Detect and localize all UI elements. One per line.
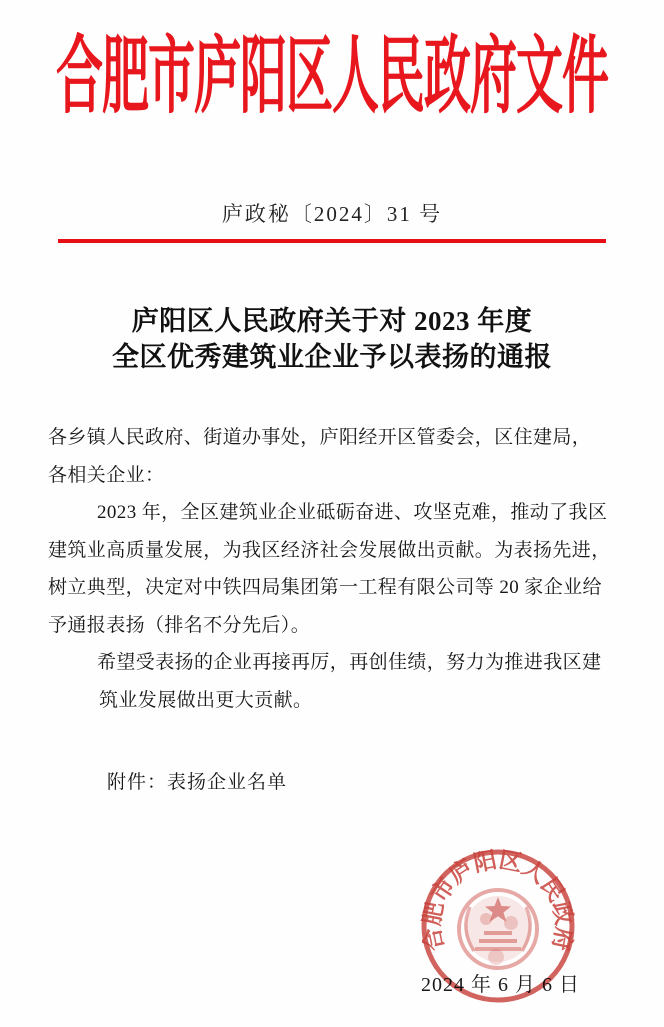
document-title-line1: 庐阳区人民政府关于对 2023 年度 — [131, 306, 533, 336]
attachment-note: 附件：表扬企业名单 — [107, 772, 288, 793]
body-line-para1-3: 树立典型，决定对中铁四局集团第一工程有限公司等 20 家企业给 — [48, 577, 602, 598]
document-title-line2: 全区优秀建筑业企业予以表扬的通报 — [112, 342, 552, 372]
body-line-para2-1: 希望受表扬的企业再接再厉，再创佳绩，努力为推进我区建 — [97, 652, 602, 673]
document-title — [0, 303, 664, 375]
body-line-salutation-2: 各相关企业： — [48, 464, 165, 486]
body-line-para2-2: 筑业发展做出更大贡献。 — [99, 689, 313, 711]
document-header-title: 合肥市庐阳区人民政府文件 — [56, 31, 608, 125]
body-line-salutation-1: 各乡镇人民政府、街道办事处，庐阳经开区管委会，区住建局， — [48, 427, 592, 448]
national-emblem-icon — [459, 890, 537, 968]
body-line-para1-1: 2023 年，全区建筑业企业砥砺奋进、攻坚克难，推动了我区 — [97, 502, 608, 523]
document-body — [48, 419, 610, 719]
red-separator-line — [58, 239, 606, 243]
body-line-para1-4: 予通报表扬（排名不分先后）。 — [48, 614, 311, 636]
seal-arc-text: 合肥市庐阳区人民政府 — [419, 847, 577, 953]
body-line-para1-2: 建筑业高质量发展，为我区经济社会发展做出贡献。为表扬先进， — [48, 539, 611, 561]
document-number: 庐政秘〔2024〕31 号 — [221, 202, 443, 226]
issue-date: 2024 年 6 月 6 日 — [421, 974, 580, 996]
svg-text:合肥市庐阳区人民政府 — [418, 847, 577, 953]
